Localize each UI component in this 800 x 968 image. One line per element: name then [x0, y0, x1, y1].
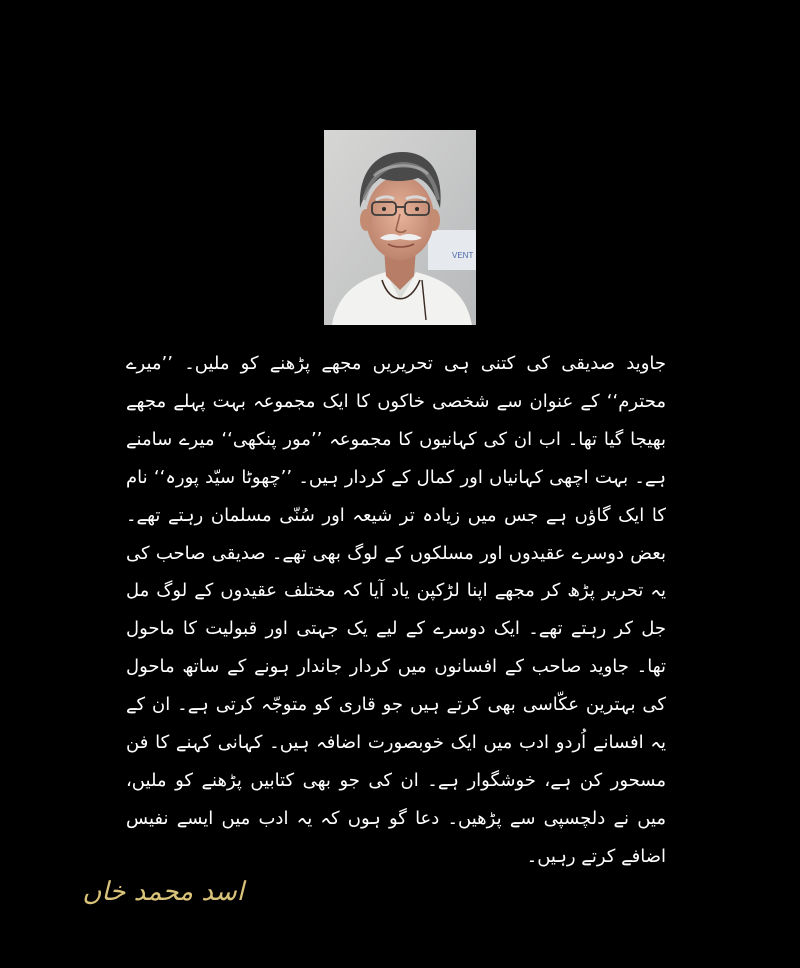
author-signature: اسد محمد خاں	[82, 877, 244, 907]
banner-text: VENT	[452, 251, 474, 260]
article-paragraph: جاوید صدیقی کی کتنی ہی تحریریں مجھے پڑھنے کو ملیں۔ ’’میرے محترم‘‘ کے عنوان سے شخصی خاکوں کا ایک مجموعہ بہت پہلے مجھے بھیجا گیا تھا۔ اب ان کی کہانیوں کا مجموعہ ’’مور پنکھی‘‘ میرے سامنے ہے۔ بہت اچھی کہانیاں اور کمال کے کردار ہیں۔ ’’چھوٹا سیّد پورہ‘‘ نام کا ایک گاؤں ہے جس میں زیادہ تر شیعہ اور سُنّی مسلمان رہتے تھے۔ بعض دوسرے عقیدوں اور مسلکوں کے لوگ بھی تھے۔ صدیقی صاحب کی یہ تحریر پڑھ کر مجھے اپنا لڑکپن یاد آیا کہ مختلف عقیدوں کے لوگ مل جل کر رہتے تھے۔ ایک دوسرے کے لیے یک جہتی اور قبولیت کا ماحول تھا۔ جاوید صاحب کے افسانوں میں کردار جاندار ہونے کے ساتھ ماحول کی بہترین عکّاسی بھی کرتے ہیں جو قاری کو متوجّہ کرتی ہے۔ ان کے یہ افسانے اُردو ادب میں ایک خوبصورت اضافہ ہیں۔ کہانی کہنے کا فن مسحور کن ہے، خوشگوار ہے۔ ان کی جو بھی کتابیں پڑھنے کو ملیں، میں نے دلچسپی سے پڑھیں۔ دعا گو ہوں کہ یہ ادب میں ایسے نفیس اضافے کرتے رہیں۔	[126, 353, 666, 867]
article-body	[126, 345, 666, 876]
author-portrait-image	[324, 130, 476, 325]
